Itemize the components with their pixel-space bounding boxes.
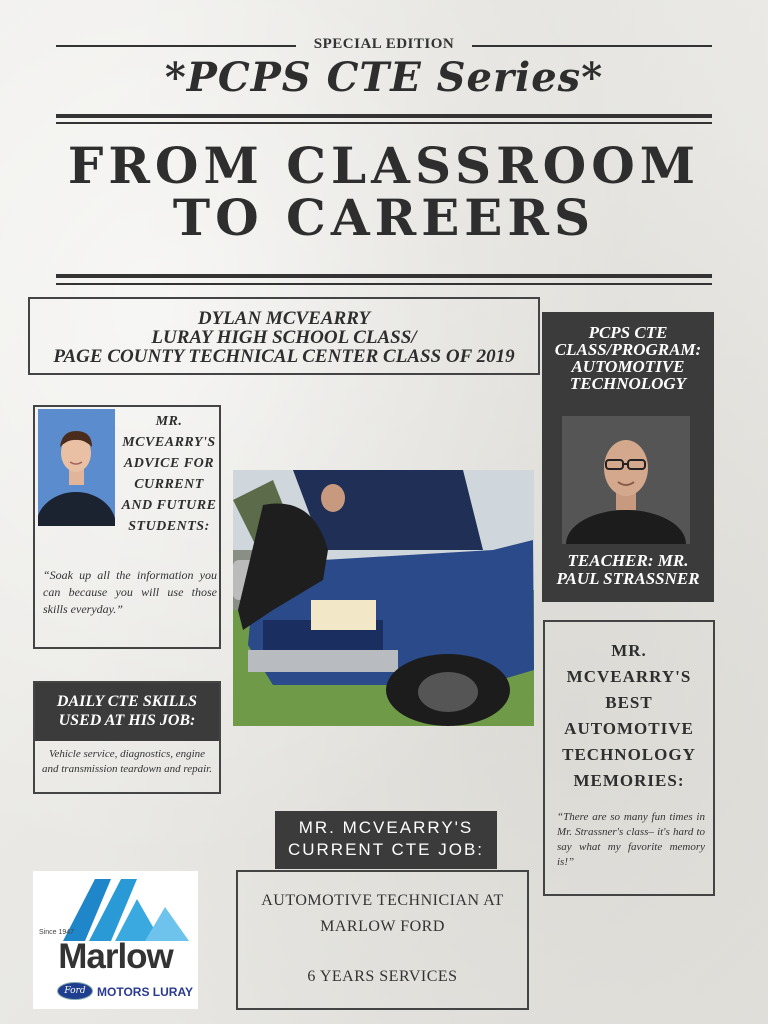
job-position-line-2: MARLOW FORD	[320, 918, 445, 935]
skills-title	[35, 683, 219, 741]
current-job-title	[275, 811, 497, 869]
headline-rule-bottom-thin	[56, 283, 712, 285]
teacher-name-line: TEACHER: MR.	[567, 551, 689, 570]
teacher-name-line: PAUL STRASSNER	[556, 569, 700, 588]
student-photo	[38, 409, 115, 526]
program-panel	[542, 312, 714, 602]
skills-title-line: USED AT HIS JOB:	[58, 712, 196, 729]
advice-title-line: MR.	[155, 414, 183, 429]
advice-title-line: ADVICE FOR	[123, 456, 215, 471]
student-school: LURAY HIGH SCHOOL CLASS/	[151, 327, 417, 348]
student-center: PAGE COUNTY TECHNICAL CENTER CLASS OF 2019	[53, 346, 515, 367]
job-years: 6 YEARS SERVICES	[307, 968, 458, 985]
truck-photo	[233, 470, 534, 726]
special-edition-label: SPECIAL EDITION	[313, 36, 455, 52]
marlow-logo	[33, 871, 198, 1009]
ford-oval-icon: Ford	[57, 982, 93, 1000]
skills-text: Vehicle service, diagnostics, engine and transmission teardown and repair.	[41, 748, 212, 775]
memories-title-line: MCVEARRY'S	[566, 667, 692, 686]
program-title-line: PCPS CTE	[588, 323, 668, 342]
series-title: *PCPS CTE Series*	[164, 54, 604, 101]
advice-title-line: CURRENT	[134, 477, 204, 492]
advice-title-line: AND FUTURE	[121, 498, 217, 513]
headline-line-1: FROM CLASSROOM	[67, 136, 701, 195]
advice-title-line: STUDENTS:	[128, 519, 210, 534]
headline	[0, 136, 768, 247]
logo-name: Marlow	[58, 937, 173, 976]
memories-title-line: BEST	[605, 693, 653, 712]
teacher-name	[542, 552, 714, 588]
skills-title-line: DAILY CTE SKILLS	[56, 693, 198, 710]
logo-since: Since 1947	[39, 929, 75, 936]
teacher-photo	[562, 416, 690, 544]
program-title-line: CLASS/PROGRAM:	[554, 340, 702, 359]
headline-rule-top	[56, 114, 712, 118]
current-job-box	[236, 870, 529, 1010]
current-job-title-line: CURRENT CTE JOB:	[287, 840, 485, 859]
memories-title-line: TECHNOLOGY	[562, 745, 696, 764]
advice-quote: “Soak up all the information you can because you will use those skills everyday.”	[43, 568, 217, 616]
program-title-line: TECHNOLOGY	[569, 374, 687, 393]
student-name: DYLAN MCVEARRY	[197, 308, 371, 329]
memories-title	[545, 638, 713, 794]
program-title-line: AUTOMOTIVE	[571, 357, 685, 376]
advice-title	[119, 411, 219, 537]
headline-line-2: TO CAREERS	[172, 188, 596, 247]
memories-quote: “There are so many fun times in Mr. Strassner's class– it's hard to say what my favorite memory is!”	[557, 811, 705, 868]
headline-rule-top-thin	[56, 122, 712, 124]
memories-title-line: MEMORIES:	[573, 771, 685, 790]
advice-box	[33, 405, 221, 649]
memories-title-line: AUTOMOTIVE	[564, 719, 694, 738]
student-info-box	[28, 297, 540, 375]
memories-title-line: MR.	[611, 641, 647, 660]
headline-rule-bottom	[56, 274, 712, 278]
job-position-line-1: AUTOMOTIVE TECHNICIAN AT	[261, 892, 504, 909]
skills-box	[33, 681, 221, 794]
current-job-title-line: MR. MCVEARRY'S	[298, 818, 474, 837]
advice-title-line: MCVEARRY'S	[122, 435, 216, 450]
memories-box	[543, 620, 715, 896]
logo-motors: MOTORS LURAY	[97, 985, 194, 999]
program-title	[542, 312, 714, 392]
